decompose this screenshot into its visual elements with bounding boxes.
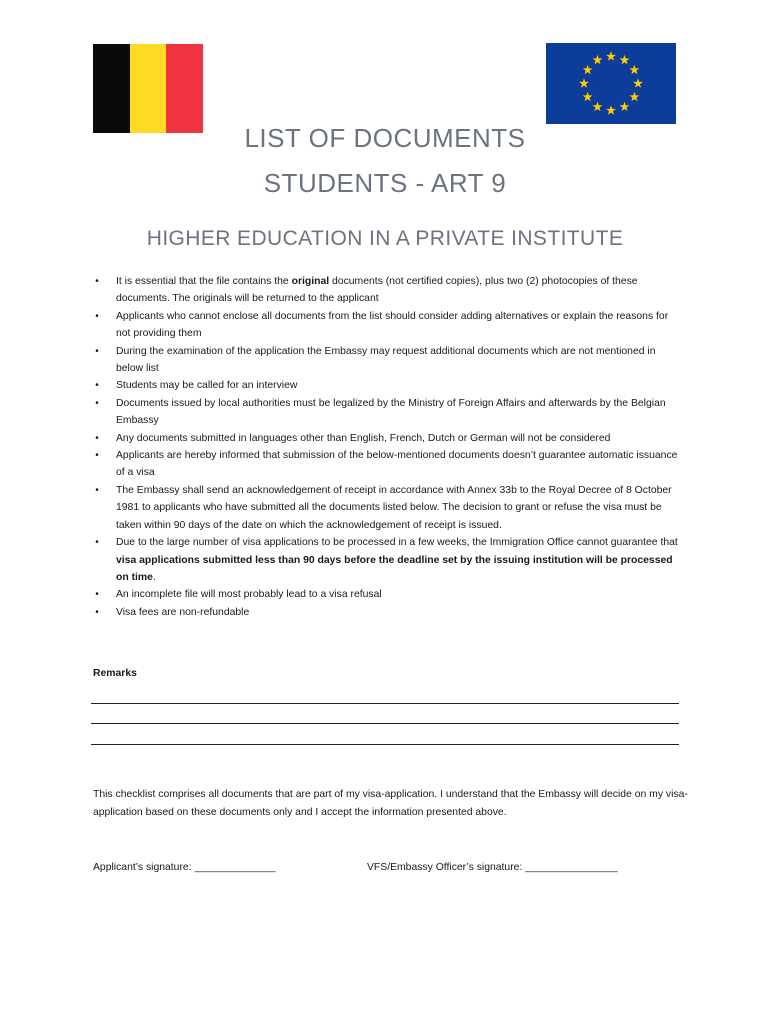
bullet-icon: • (95, 537, 99, 549)
instruction-text: Applicants who cannot enclose all documents from the list should consider adding alternatives or explain the reasons for not providing them (116, 310, 669, 340)
bullet-icon: • (95, 589, 99, 601)
instruction-item (93, 395, 683, 430)
instruction-text: Documents issued by local authorities must be legalized by the Ministry of Foreign Affairs and afterwards by the Belgian Embassy (116, 397, 666, 427)
instruction-item (93, 447, 683, 482)
instruction-item (93, 377, 683, 394)
bullet-icon: • (95, 345, 99, 357)
instruction-text: The Embassy shall send an acknowledgement of receipt in accordance with Annex 33b to the Royal Decree of 8 October 1981 to applicants who have submitted all the documents listed below. The decision to grant or refuse the visa must be taken within 90 days of the date on which the acknowledgement of receipt is issued. (116, 484, 672, 531)
instruction-text: Any documents submitted in languages other than English, French, Dutch or German will not be considered (116, 432, 611, 444)
bullet-icon: • (95, 310, 99, 322)
instruction-text: Visa fees are non-refundable (116, 606, 250, 618)
belgian-flag-icon (93, 44, 203, 133)
instruction-emphasis: visa applications submitted less than 90 days before the deadline set by the issuing institution will be processed on time (116, 554, 673, 583)
instruction-emphasis: original (291, 276, 330, 287)
flag-stripe-yellow (130, 44, 167, 133)
instruction-text-end: . (152, 571, 156, 583)
instruction-text: It is essential that the file contains the (116, 276, 292, 287)
instruction-item (93, 343, 683, 378)
instruction-text: Due to the large number of visa applications to be processed in a few weeks, the Immigration Office cannot guarantee that (116, 537, 678, 549)
applicant-signature-field: Applicant’s signature: ______________ (93, 862, 276, 873)
page-subtitle: HIGHER EDUCATION IN A PRIVATE INSTITUTE (146, 227, 624, 250)
remarks-line (91, 723, 679, 724)
bullet-icon: • (95, 606, 99, 618)
remarks-line (91, 744, 679, 745)
instruction-item (93, 604, 683, 621)
instructions-list (93, 273, 683, 621)
instruction-text: Applicants are hereby informed that submission of the below-mentioned documents doesn’t guarantee automatic issuance of a visa (116, 450, 678, 479)
instruction-item (93, 430, 683, 447)
bullet-icon: • (95, 276, 99, 287)
remarks-label: Remarks (93, 668, 137, 679)
bullet-icon: • (95, 484, 99, 496)
remarks-line (91, 703, 679, 704)
instruction-item (93, 586, 683, 603)
declaration-text: This checklist comprises all documents that are part of my visa-application. I understand that the Embassy will decide on my visa-application based on these documents only and I accept the information presented above. (93, 789, 688, 818)
instruction-text: Students may be called for an interview (116, 380, 298, 392)
instruction-item (93, 273, 683, 308)
officer-signature-field: VFS/Embassy Officer’s signature: ________________ (367, 862, 618, 873)
flag-stripe-black (93, 44, 130, 133)
instruction-text: An incomplete file will most probably lead to a visa refusal (116, 589, 382, 601)
instruction-item (93, 534, 683, 586)
instruction-item (93, 482, 683, 534)
instruction-text-end: documents (not certified copies), plus two (2) photocopies of these documents. The originals will be returned to the applicant (116, 276, 638, 305)
eu-flag-icon (546, 43, 676, 124)
instruction-item (93, 308, 683, 343)
bullet-icon: • (95, 380, 99, 392)
bullet-icon: • (95, 432, 99, 444)
flag-stripe-red (166, 44, 203, 133)
instruction-text: During the examination of the application the Embassy may request additional documents which are not mentioned in below list (116, 345, 656, 375)
page-title-line-1: LIST OF DOCUMENTS (244, 123, 526, 153)
page-title-line-2: STUDENTS - ART 9 (263, 168, 507, 198)
bullet-icon: • (95, 450, 99, 462)
bullet-icon: • (95, 397, 99, 409)
